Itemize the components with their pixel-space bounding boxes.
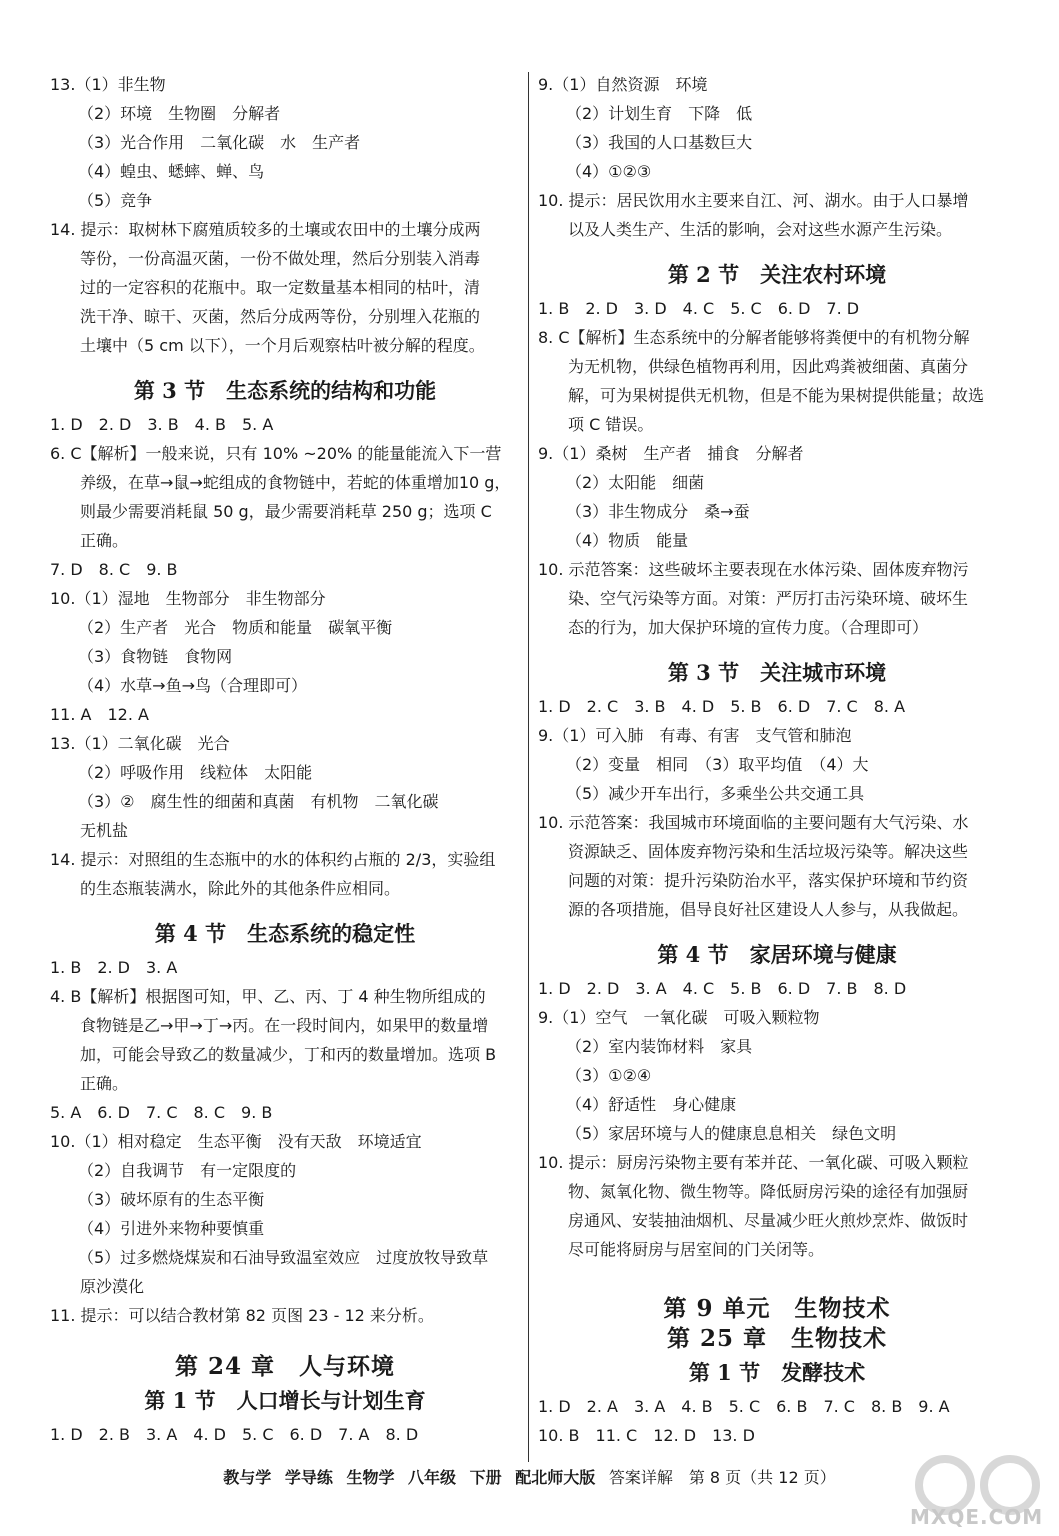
answer-line: （3）光合作用 二氧化碳 水 生产者 [78, 133, 361, 152]
answer-line: 以及人类生产、生活的影响，会对这些水源产生污染。 [568, 220, 953, 239]
answer-line: 资源缺乏、固体废弃物污染和生活垃圾污染等。解决这些 [568, 842, 969, 861]
answer-line: （5）竞争 [78, 191, 153, 210]
answer-line: （3）破坏原有的生态平衡 [78, 1190, 265, 1209]
answer-line: （4）舒适性 身心健康 [566, 1095, 737, 1114]
answer-line: （3）非生物成分 桑→蚕 [566, 502, 750, 521]
answer-line: 洗干净、晾干、灭菌，然后分成两等份，分别埋入花瓶的 [80, 307, 481, 326]
answer-line: 8. C【解析】生态系统中的分解者能够将粪便中的有机物分解 [538, 328, 970, 347]
answer-line: 11. A 12. A [50, 705, 149, 724]
answer-line: 为无机物，供绿色植物再利用，因此鸡粪被细菌、真菌分 [568, 357, 969, 376]
section-title-4-home: 第 4 节 家居环境与健康 [657, 942, 897, 967]
left-block4 [50, 1420, 520, 1449]
section-title-4: 第 4 节 生态系统的稳定性 [154, 921, 416, 946]
left-column [50, 70, 520, 1449]
footer-part: 配北师大版 [515, 1468, 596, 1487]
answer-line: （2）自我调节 有一定限度的 [78, 1161, 297, 1180]
section-title-3-urban: 第 3 节 关注城市环境 [667, 660, 887, 685]
answer-line: （4）蝗虫、蟋蟀、蝉、鸟 [78, 162, 265, 181]
left-block2 [50, 410, 520, 903]
answer-line: 14. 提示：对照组的生态瓶中的水的体积约占瓶的 2/3，实验组 [50, 850, 496, 869]
chapter-title-25: 第 25 章 生物技术 [666, 1325, 888, 1352]
footer-part: 教与学 [223, 1468, 272, 1487]
page-footer [0, 1465, 1059, 1488]
answer-line: 1. B 2. D 3. A [50, 958, 178, 977]
answer-line: 1. D 2. C 3. B 4. D 5. B 6. D 7. C 8. A [538, 697, 906, 716]
answer-line: （4）①②③ [566, 162, 652, 181]
answer-line: （5）家居环境与人的健康息息相关 绿色文明 [566, 1124, 897, 1143]
unit-title-9: 第 9 单元 生物技术 [663, 1295, 891, 1322]
answer-line: 正确。 [80, 1074, 129, 1093]
answer-line: 6. C【解析】一般来说，只有 10% ~20% 的能量能流入下一营 [50, 444, 502, 463]
left-block3 [50, 953, 520, 1330]
answer-line: （3）② 腐生性的细菌和真菌 有机物 二氧化碳 [78, 792, 439, 811]
answer-line: 7. D 8. C 9. B [50, 560, 178, 579]
answer-line: 养级，在草→鼠→蛇组成的食物链中，若蛇的体重增加10 g， [80, 473, 511, 492]
answer-line: 问题的对策：提升污染防治水平，落实保护环境和节约资 [568, 871, 969, 890]
answer-line: （5）过多燃烧煤炭和石油导致温室效应 过度放牧导致草 [78, 1248, 489, 1267]
answer-line: 过的一定容积的花瓶中。取一定数量基本相同的枯叶，清 [80, 278, 481, 297]
section-title-1-population: 第 1 节 人口增长与计划生育 [144, 1388, 426, 1413]
answer-line: （2）环境 生物圈 分解者 [78, 104, 281, 123]
answer-line: 态的行为，加大保护环境的宣传力度。（合理即可） [568, 618, 929, 637]
answer-line: （3）我国的人口基数巨大 [566, 133, 753, 152]
left-block1 [50, 70, 520, 360]
footer-part: 学导练 [284, 1468, 333, 1487]
answer-line: （2）计划生育 下降 低 [566, 104, 753, 123]
answer-line: 1. D 2. D 3. A 4. C 5. B 6. D 7. B 8. D [538, 979, 907, 998]
answer-line: 食物链是乙→甲→丁→丙。在一段时间内，如果甲的数量增 [80, 1016, 489, 1035]
right-block2 [538, 294, 1016, 642]
answer-line: 13.（1）二氧化碳 光合 [50, 734, 230, 753]
footer-page-info: 答案详解 第 8 页（共 12 页） [608, 1468, 836, 1487]
answer-line: 11. 提示：可以结合教材第 82 页图 23 - 12 来分析。 [50, 1306, 434, 1325]
answer-line: 9.（1）自然资源 环境 [538, 75, 708, 94]
answer-line: （5）减少开车出行，多乘坐公共交通工具 [566, 784, 865, 803]
watermark-text: MXQE.COM [910, 1505, 1044, 1529]
answer-line: 10. 提示：居民饮用水主要来自江、河、湖水。由于人口暴增 [538, 191, 969, 210]
answer-line: 10.（1）湿地 生物部分 非生物部分 [50, 589, 326, 608]
column-divider [528, 72, 529, 1462]
right-column [538, 70, 1016, 1450]
answer-line: 1. D 2. A 3. A 4. B 5. C 6. B 7. C 8. B 9. A [538, 1397, 950, 1416]
answer-line: 13.（1）非生物 [50, 75, 166, 94]
footer-part: 下册 [469, 1468, 502, 1487]
section-title-2-rural: 第 2 节 关注农村环境 [667, 262, 887, 287]
answer-line: 1. D 2. D 3. B 4. B 5. A [50, 415, 274, 434]
answer-line: 源的各项措施，倡导良好社区建设人人参与，从我做起。 [568, 900, 969, 919]
answer-line: 9.（1）空气 一氧化碳 可吸入颗粒物 [538, 1008, 820, 1027]
answer-line: （2）生产者 光合 物质和能量 碳氧平衡 [78, 618, 393, 637]
answer-line: 尽可能将厨房与居室间的门关闭等。 [568, 1240, 825, 1259]
answer-line: （3）食物链 食物网 [78, 647, 233, 666]
answer-line: （2）变量 相同 （3）取平均值 （4）大 [566, 755, 869, 774]
answer-line: 10.（1）相对稳定 生态平衡 没有天敌 环境适宜 [50, 1132, 422, 1151]
answer-line: 5. A 6. D 7. C 8. C 9. B [50, 1103, 273, 1122]
answer-line: 解，可为果树提供无机物，但是不能为果树提供能量；故选 [568, 386, 985, 405]
answer-line: 10. 示范答案：这些破坏主要表现在水体污染、固体废弃物污 [538, 560, 969, 579]
answer-line: 房通风、安装抽油烟机、尽量减少旺火煎炒烹炸、做饭时 [568, 1211, 969, 1230]
answer-line: 项 C 错误。 [568, 415, 654, 434]
answer-line: 则最少需要消耗鼠 50 g，最少需要消耗草 250 g；选项 C [80, 502, 492, 521]
answer-line: 等份，一份高温灭菌，一份不做处理，然后分别装入消毒 [80, 249, 481, 268]
answer-line: 14. 提示：取树林下腐殖质较多的土壤或农田中的土壤分成两 [50, 220, 481, 239]
answer-line: 9.（1）桑树 生产者 捕食 分解者 [538, 444, 804, 463]
answer-line: 4. B【解析】根据图可知，甲、乙、丙、丁 4 种生物所组成的 [50, 987, 486, 1006]
answer-line: 物、氮氧化物、微生物等。降低厨房污染的途径有加强厨 [568, 1182, 969, 1201]
answer-line: （2）室内装饰材料 家具 [566, 1037, 753, 1056]
answer-line: 加，可能会导致乙的数量减少，丁和丙的数量增加。选项 B [80, 1045, 497, 1064]
answer-line: 1. D 2. B 3. A 4. D 5. C 6. D 7. A 8. D [50, 1425, 419, 1444]
right-block5 [538, 1392, 1016, 1450]
answer-line: 10. 示范答案：我国城市环境面临的主要问题有大气污染、水 [538, 813, 969, 832]
answer-line: （4）物质 能量 [566, 531, 689, 550]
right-block1 [538, 70, 1016, 244]
section-title-3: 第 3 节 生态系统的结构和功能 [133, 378, 437, 403]
answer-line: 10. 提示：厨房污染物主要有苯并芘、一氧化碳、可吸入颗粒 [538, 1153, 969, 1172]
answer-line: （2）太阳能 细菌 [566, 473, 705, 492]
answer-line: 染、空气污染等方面。对策：严厉打击污染环境、破坏生 [568, 589, 969, 608]
answer-line: （4）引进外来物种要慎重 [78, 1219, 265, 1238]
footer-part: 生物学 [346, 1468, 395, 1487]
right-block3 [538, 692, 1016, 924]
answer-line: （2）呼吸作用 线粒体 太阳能 [78, 763, 313, 782]
right-block4 [538, 974, 1016, 1264]
answer-line: 正确。 [80, 531, 129, 550]
answer-line: 原沙漠化 [80, 1277, 145, 1296]
answer-line: （4）水草→鱼→鸟（合理即可） [78, 676, 307, 695]
chapter-title-24: 第 24 章 人与环境 [174, 1353, 396, 1380]
section-title-1-fermentation: 第 1 节 发酵技术 [688, 1360, 866, 1385]
answer-line: 土壤中（5 cm 以下），一个月后观察枯叶被分解的程度。 [80, 336, 485, 355]
answer-line: 无机盐 [80, 821, 129, 840]
footer-part: 八年级 [408, 1468, 457, 1487]
answer-line: 的生态瓶装满水，除此外的其他条件应相同。 [80, 879, 401, 898]
answer-line: （3）①②④ [566, 1066, 652, 1085]
answer-line: 10. B 11. C 12. D 13. D [538, 1426, 755, 1445]
answer-line: 1. B 2. D 3. D 4. C 5. C 6. D 7. D [538, 299, 860, 318]
answer-line: 9.（1）可入肺 有毒、有害 支气管和肺泡 [538, 726, 852, 745]
